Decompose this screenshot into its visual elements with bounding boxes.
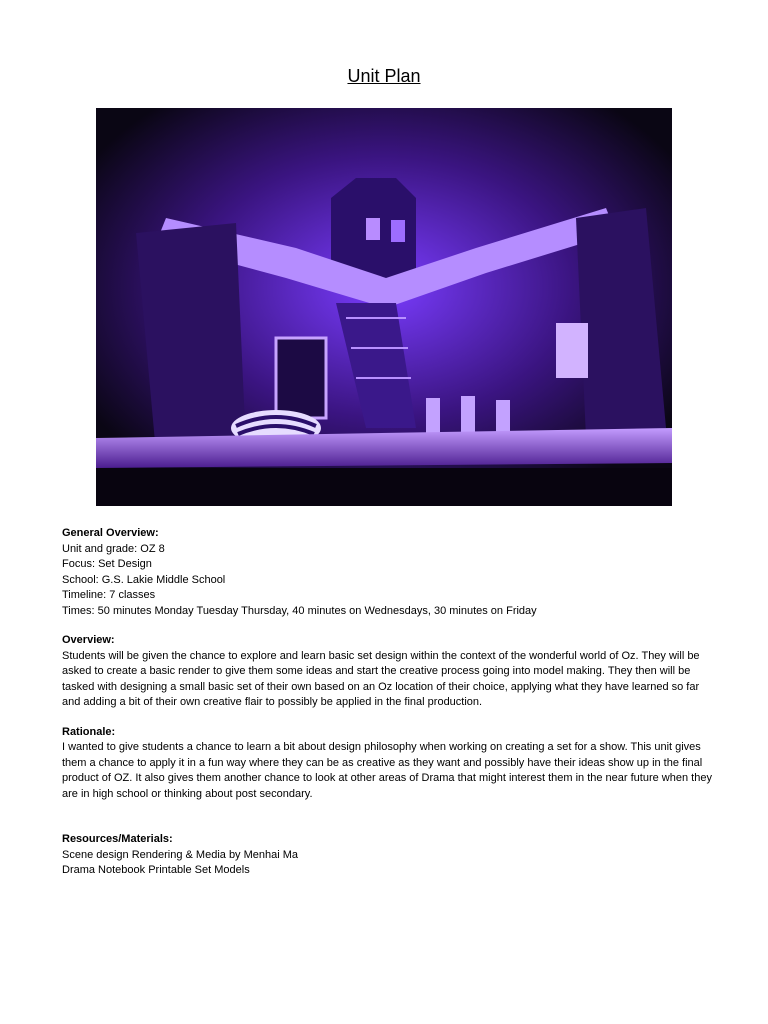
rationale-text: I wanted to give students a chance to learn a bit about design philosophy when working on creating a set for a show. This unit gives them a chance to apply it in a fun way where they can be as creative as they want and possibly have their ideas show up in the final product of OZ. It also gives them another chance to look at other areas of Drama that might interest them in the near future when they are in high school or thinking about post secondary. [62, 741, 712, 800]
resource-item: Scene design Rendering & Media by Menhai Ma [62, 848, 299, 861]
school-line: School: G.S. Lakie Middle School [62, 573, 226, 586]
focus-line: Focus: Set Design [62, 558, 152, 570]
timeline-line: Timeline: 7 classes [62, 589, 156, 601]
overview-heading: Overview: [62, 634, 115, 646]
rationale-heading: Rationale: [62, 725, 116, 738]
resources-section [62, 832, 712, 879]
stage-set-photo [96, 108, 672, 506]
overview-text: Students will be given the chance to explore and learn basic set design within the context of the wonderful world of Oz. They will be asked to create a basic render to give them some ideas and start the creative process going into model making. They then will be tasked with designing a small basic set of their own based on an Oz location of their choice, applying what they have learned so far and adding a bit of their own creative flair to possibly be applied in the final production. [62, 649, 700, 708]
page-title: Unit Plan [347, 66, 421, 86]
general-overview-section [62, 526, 712, 619]
times-line: Times: 50 minutes Monday Tuesday Thursday, 40 minutes on Wednesdays, 30 minutes on Friday [62, 604, 537, 617]
unit-grade-line: Unit and grade: OZ 8 [62, 542, 165, 555]
overview-section [62, 633, 712, 711]
general-overview-heading: General Overview: [62, 527, 159, 539]
resources-heading: Resources/Materials: [62, 833, 173, 845]
rationale-section [62, 725, 712, 803]
resource-item: Drama Notebook Printable Set Models [62, 864, 250, 876]
